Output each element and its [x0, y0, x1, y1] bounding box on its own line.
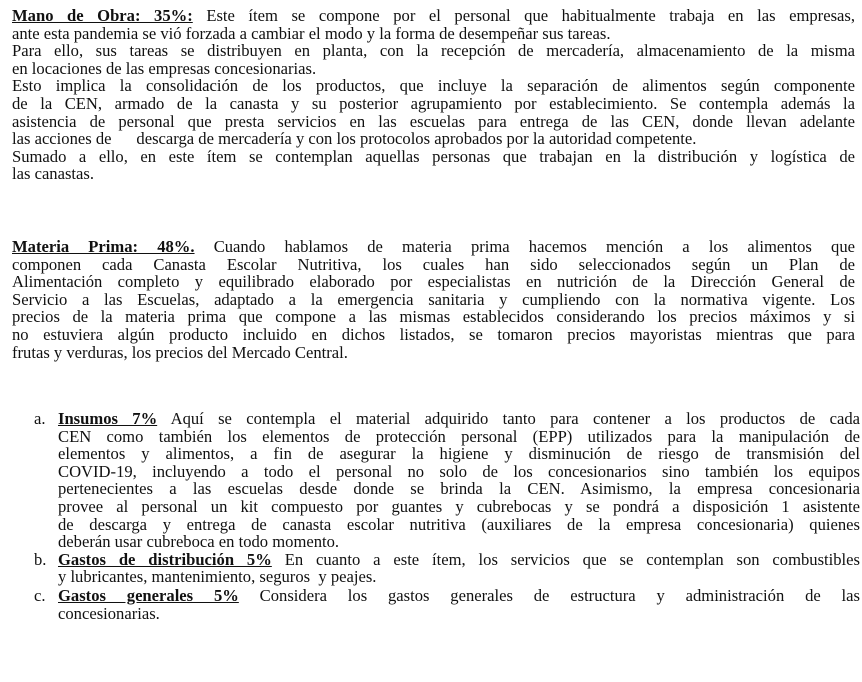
- list-item-line: Gastos de distribución 5% En cuanto a este ítem, los servicios que se contemplan son combustibles: [58, 549, 860, 569]
- section-heading-mano-de-obra: Mano de Obra: 35%:: [12, 6, 193, 25]
- paragraph-line: Materia Prima: 48%. Cuando hablamos de materia prima hacemos mención a los alimentos que: [12, 237, 855, 256]
- item-heading-insumos: Insumos 7%: [58, 409, 158, 428]
- lettered-list: [30, 410, 860, 622]
- list-item-line: de descarga y entrega de canasta escolar nutritiva (auxiliares de la empresa concesionaria) quienes: [58, 514, 860, 534]
- paragraph-line: frutas y verduras, los precios del Mercado Central.: [12, 342, 348, 362]
- paragraph-materia-prima: [12, 238, 855, 361]
- item-heading-gastos-generales: Gastos generales 5%: [58, 585, 239, 605]
- paragraph-line: Servicio a las Escuelas, adaptado a la emergencia sanitaria y cumpliendo con la normativa vigente. Los: [12, 289, 855, 309]
- list-item-line: COVID-19, incluyendo a todo el personal no solo de los concesionarios sino también los equipos: [58, 461, 860, 481]
- item-heading-gastos-distribucion: Gastos de distribución 5%: [58, 549, 272, 569]
- paragraph-line: precios de la materia prima que compone a las mismas establecidos considerando los precios máximos y si: [12, 307, 855, 327]
- section-heading-materia-prima: Materia Prima: 48%.: [12, 237, 195, 256]
- paragraph-line: de la CEN, armado de la canasta y su posterior agrupamiento por establecimiento. Se contempla además la: [12, 93, 855, 113]
- paragraph-line: Para ello, sus tareas se distribuyen en planta, con la recepción de mercadería, almacenamiento de la misma: [12, 41, 855, 61]
- list-item-gastos-distribucion: [30, 551, 860, 586]
- paragraph-line: en locaciones de las empresas concesionarias.: [12, 58, 317, 78]
- paragraph-line: asistencia de personal que presta servicios en las escuelas para entrega de las CEN, donde llevan adelante: [12, 111, 855, 131]
- list-item-gastos-generales: [30, 587, 860, 622]
- list-item-line: Gastos generales 5% Considera los gastos generales de estructura y administración de las: [58, 585, 860, 605]
- paragraph-line: Alimentación completo y equilibrado elaborado por especialistas en nutrición de la Dirección General de: [12, 272, 855, 292]
- paragraph-line: Mano de Obra: 35%: Este ítem se compone por el personal que habitualmente trabaja en las empresas,: [12, 6, 855, 25]
- paragraph-line: las canastas.: [12, 164, 95, 184]
- list-item-line: elementos y alimentos, a fin de asegurar la higiene y disminución de riesgo de transmisión del: [58, 444, 860, 464]
- paragraph-line: Esto implica la consolidación de los productos, que incluye la separación de alimentos según componente: [12, 76, 855, 96]
- list-item-line: y lubricantes, mantenimiento, seguros y peajes.: [58, 567, 377, 587]
- paragraph-line: ante esta pandemia se vió forzada a cambiar el modo y la forma de desempeñar sus tareas.: [12, 23, 611, 43]
- list-item-line: concesionarias.: [58, 603, 160, 623]
- paragraph-line: las acciones de descarga de mercadería y con los protocolos aprobados por la autoridad competente.: [12, 129, 697, 149]
- paragraph-line: Sumado a ello, en este ítem se contemplan aquellas personas que trabajan en la distribución y logística de: [12, 146, 855, 166]
- list-item-line: deberán usar cubreboca en todo momento.: [58, 532, 340, 552]
- list-item-line: pertenecientes a las escuelas desde donde se brinda la CEN. Asimismo, la empresa concesionaria: [58, 479, 860, 499]
- list-marker: b.: [34, 549, 47, 569]
- list-item-insumos: [30, 410, 860, 551]
- list-item-line: provee al personal un kit compuesto por guantes y cubrebocas y se pondrá a disposición 1 asistente: [58, 496, 860, 516]
- paragraph-mano-de-obra: [12, 7, 855, 183]
- paragraph-line: componen cada Canasta Escolar Nutritiva, los cuales han sido seleccionados según un Plan de: [12, 254, 855, 274]
- list-marker: a.: [34, 409, 46, 428]
- list-marker: c.: [34, 585, 46, 605]
- list-item-line: Insumos 7% Aquí se contempla el material adquirido tanto para contener a los productos de cada: [58, 409, 860, 428]
- list-item-line: CEN como también los elementos de protección personal (EPP) utilizados para la manipulación de: [58, 426, 860, 446]
- paragraph-line: no estuviera algún producto incluido en dichos listados, se tomaron precios mayoristas mientras que para: [12, 324, 855, 344]
